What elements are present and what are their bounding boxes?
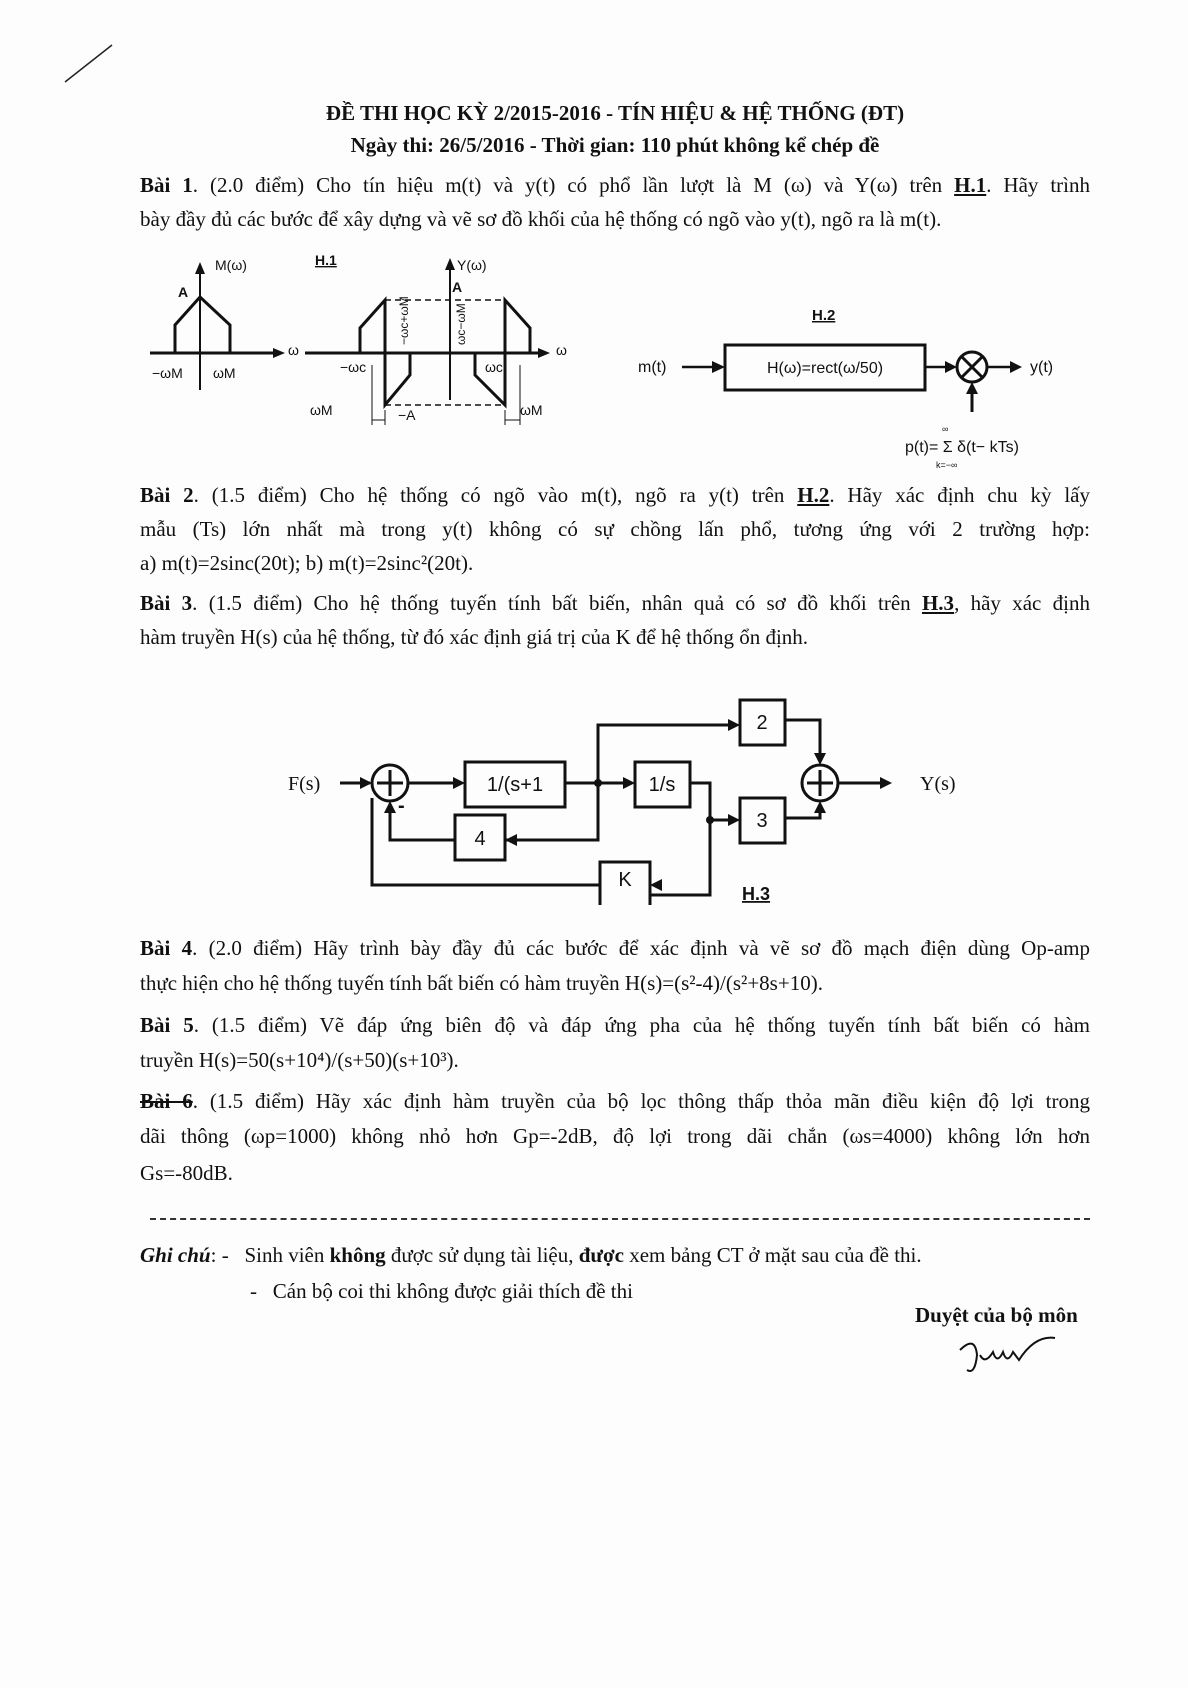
block-1-over-s-plus-1: 1/(s+1 (486, 774, 544, 796)
pen-mark (60, 40, 120, 90)
wm-label: ωM (213, 365, 236, 381)
sum-upper-limit: ∞ (942, 424, 949, 434)
bai1-line2: bày đầy đủ các bước để xây dựng và vẽ sơ đồ khối của hệ thống có ngõ vào y(t), ngõ ra là m(t). (140, 207, 942, 231)
h2-input-label: m(t) (638, 359, 667, 376)
bai6-line2: dãi thông (ωp=1000) không nhỏ hơn Gp=-2dB, độ lợi trong dãi chắn (ωs=4000) không lớn hơn (140, 1124, 1090, 1148)
figure-h2 (620, 300, 1070, 470)
note-line1: Ghi chú: - Sinh viên không được sử dụng tài liệu, được xem bảng CT ở mặt sau của đề thi. (140, 1243, 922, 1267)
wm-width-right: ωM (520, 402, 543, 418)
bai5-line2: truyền H(s)=50(s+10⁴)/(s+50)(s+10³). (140, 1048, 459, 1072)
h3-input-label: F(s) (288, 773, 321, 795)
exam-subtitle: Ngày thi: 26/5/2016 - Thời gian: 110 phút không kể chép đề (350, 133, 880, 157)
figure-h3 (280, 690, 960, 905)
sum-lower-limit: k=−∞ (936, 460, 958, 470)
m-peak-label: A (178, 284, 189, 300)
y-peak-label: A (452, 279, 463, 295)
bai2-line1: Bài 2. (1.5 điểm) Cho hệ thống có ngõ vào m(t), ngõ ra y(t) trên H.2. Hãy xác định chu kỳ lấy (140, 483, 1090, 507)
h2-label: H.2 (812, 307, 836, 324)
note-line2: - Cán bộ coi thi không được giải thích đề thi (250, 1279, 633, 1303)
wc-minus-wm-label: ωc−ωM (454, 303, 468, 345)
h-filter-text: H(ω)=rect(ω/50) (766, 360, 884, 377)
m-axis-label: M(ω) (215, 257, 247, 273)
wm-width-left: ωM (310, 402, 333, 418)
bai6-line3: Gs=-80dB. (140, 1161, 233, 1185)
bai4-line2: thực hiện cho hệ thống tuyến tính bất biến có hàm truyền H(s)=(s²-4)/(s²+8s+10). (140, 971, 823, 995)
neg-wc-plus-wm-label: −ωc+ωM (397, 296, 411, 345)
h1-label: H.1 (315, 252, 337, 268)
m-w-label: ω (288, 342, 299, 358)
block-gain-K: K (618, 869, 632, 891)
block-integrator: 1/s (648, 774, 676, 796)
block-gain-3: 3 (756, 810, 768, 832)
exam-title: ĐỀ THI HỌC KỲ 2/2015-2016 - TÍN HIỆU & HỆ THỐNG (ĐT) (325, 101, 905, 125)
bai4-line1: Bài 4. (2.0 điểm) Hãy trình bày đầy đủ các bước để xác định và vẽ sơ đồ mạch điện dùng Op-amp (140, 936, 1091, 960)
neg-A-label: −A (398, 407, 416, 423)
bai1-line1: Bài 1. (2.0 điểm) Cho tín hiệu m(t) và y(t) có phổ lần lượt là M (ω) và Y(ω) trên H.1. Hãy trình (140, 173, 1090, 197)
pulse-train-label: p(t)= Σ δ(t− kTs) (905, 439, 1019, 456)
bai2-line3: a) m(t)=2sinc(20t); b) m(t)=2sinc²(20t). (140, 551, 474, 575)
minus-sign: - (398, 795, 405, 817)
block-gain-4: 4 (474, 828, 486, 850)
h3-label: H.3 (742, 884, 771, 904)
bai2-line2: mẫu (Ts) lớn nhất mà trong y(t) không có sự chồng lấn phổ, tương ứng với 2 trường hợp: (140, 517, 1090, 541)
bai5-line1: Bài 5. (1.5 điểm) Vẽ đáp ứng biên độ và đáp ứng pha của hệ thống tuyến tính bất biến có hàm (140, 1013, 1090, 1037)
neg-wm-label: −ωM (152, 365, 183, 381)
signature (955, 1330, 1065, 1380)
bai3-line1: Bài 3. (1.5 điểm) Cho hệ thống tuyến tính bất biến, nhân quả có sơ đồ khối trên H.3, hãy xác định (140, 591, 1091, 615)
bai6-line1: Bài 6. (1.5 điểm) Hãy xác định hàm truyền của bộ lọc thông thấp thỏa mãn điều kiện độ lợi trong (140, 1089, 1090, 1113)
h2-output-label: y(t) (1030, 359, 1054, 376)
divider (150, 1218, 1090, 1220)
h3-output-label: Y(s) (920, 773, 956, 795)
y-axis-label: Y(ω) (457, 257, 487, 273)
bai3-line2: hàm truyền H(s) của hệ thống, từ đó xác định giá trị của K để hệ thống ổn định. (140, 625, 809, 649)
approval-label: Duyệt của bộ môn (915, 1303, 1078, 1327)
wc-label: ωc (485, 359, 503, 375)
block-gain-2: 2 (756, 712, 768, 734)
y-w-label: ω (556, 342, 567, 358)
figure-h1 (140, 250, 600, 450)
neg-wc-label: −ωc (340, 359, 367, 375)
